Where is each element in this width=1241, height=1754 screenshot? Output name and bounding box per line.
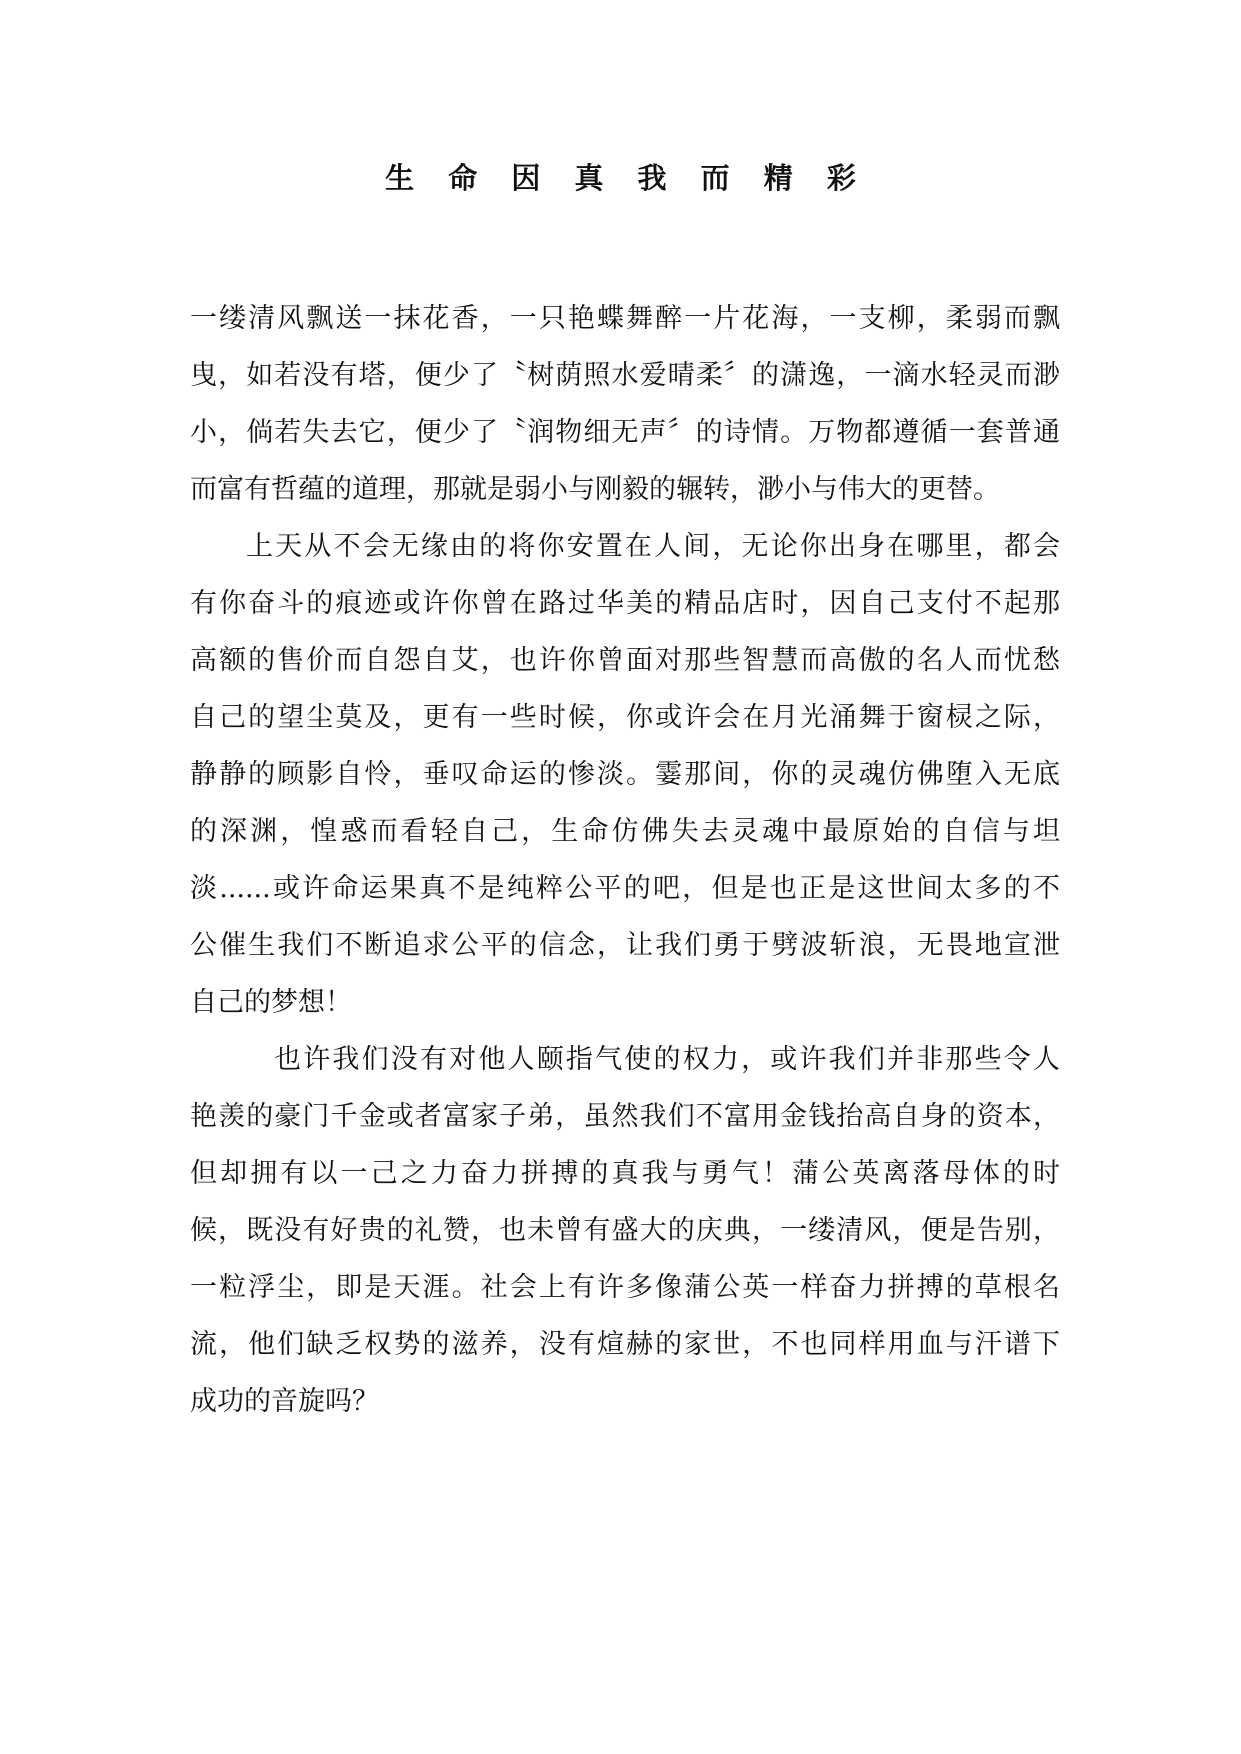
paragraph-2 <box>190 518 1060 1031</box>
paragraph-line: 艳羡的豪门千金或者富家子弟，虽然我们不富用金钱抬高自身的资本， <box>190 1101 1060 1132</box>
paragraph-line: 自己的望尘莫及，更有一些时候，你或许会在月光涌舞于窗棂之际， <box>190 702 1060 733</box>
paragraph-3 <box>190 1031 1060 1430</box>
paragraph-line: 的深渊，惶惑而看轻自己，生命仿佛失去灵魂中最原始的自信与坦 <box>190 816 1060 847</box>
paragraph-line: 淡......或许命运果真不是纯粹公平的吧，但是也正是这世间太多的不 <box>190 873 1060 904</box>
paragraph-line: 静静的顾影自怜，垂叹命运的惨淡。霎那间，你的灵魂仿佛堕入无底 <box>190 759 1060 790</box>
paragraph-1 <box>190 290 1060 518</box>
paragraph-line: 候，既没有好贵的礼赞，也未曾有盛大的庆典，一缕清风，便是告别， <box>190 1215 1060 1246</box>
paragraph-line: 曳，如若没有塔，便少了〝树荫照水爱晴柔〞的潇逸，一滴水轻灵而渺 <box>190 360 1060 391</box>
document-body <box>190 290 1060 1430</box>
paragraph-line: 公催生我们不断追求公平的信念，让我们勇于劈波斩浪，无畏地宣泄 <box>190 930 1060 961</box>
paragraph-line: 成功的音旋吗？ <box>190 1386 379 1417</box>
paragraph-line: 也许我们没有对他人颐指气使的权力，或许我们并非那些令人 <box>274 1044 1060 1075</box>
paragraph-line: 高额的售价而自怨自艾，也许你曾面对那些智慧而高傲的名人而忧愁 <box>190 645 1060 676</box>
paragraph-line: 一缕清风飘送一抹花香，一只艳蝶舞醉一片花海，一支柳，柔弱而飘 <box>190 303 1060 334</box>
paragraph-line: 但却拥有以一己之力奋力拼搏的真我与勇气！蒲公英离落母体的时 <box>190 1158 1060 1189</box>
document-title: 生 命 因 真 我 而 精 彩 <box>385 161 868 195</box>
paragraph-line: 小，倘若失去它，便少了〝润物细无声〞的诗情。万物都遵循一套普通 <box>190 417 1060 448</box>
paragraph-line: 上天从不会无缘由的将你安置在人间，无论你出身在哪里，都会 <box>246 531 1060 562</box>
paragraph-line: 而富有哲蕴的道理，那就是弱小与刚毅的辗转，渺小与伟大的更替。 <box>190 474 1000 505</box>
paragraph-line: 有你奋斗的痕迹或许你曾在路过华美的精品店时，因自己支付不起那 <box>190 588 1060 619</box>
paragraph-line: 自己的梦想！ <box>190 987 352 1018</box>
paragraph-line: 一粒浮尘，即是天涯。社会上有许多像蒲公英一样奋力拼搏的草根名 <box>190 1272 1060 1303</box>
paragraph-line: 流，他们缺乏权势的滋养，没有煊赫的家世，不也同样用血与汗谱下 <box>190 1329 1060 1360</box>
